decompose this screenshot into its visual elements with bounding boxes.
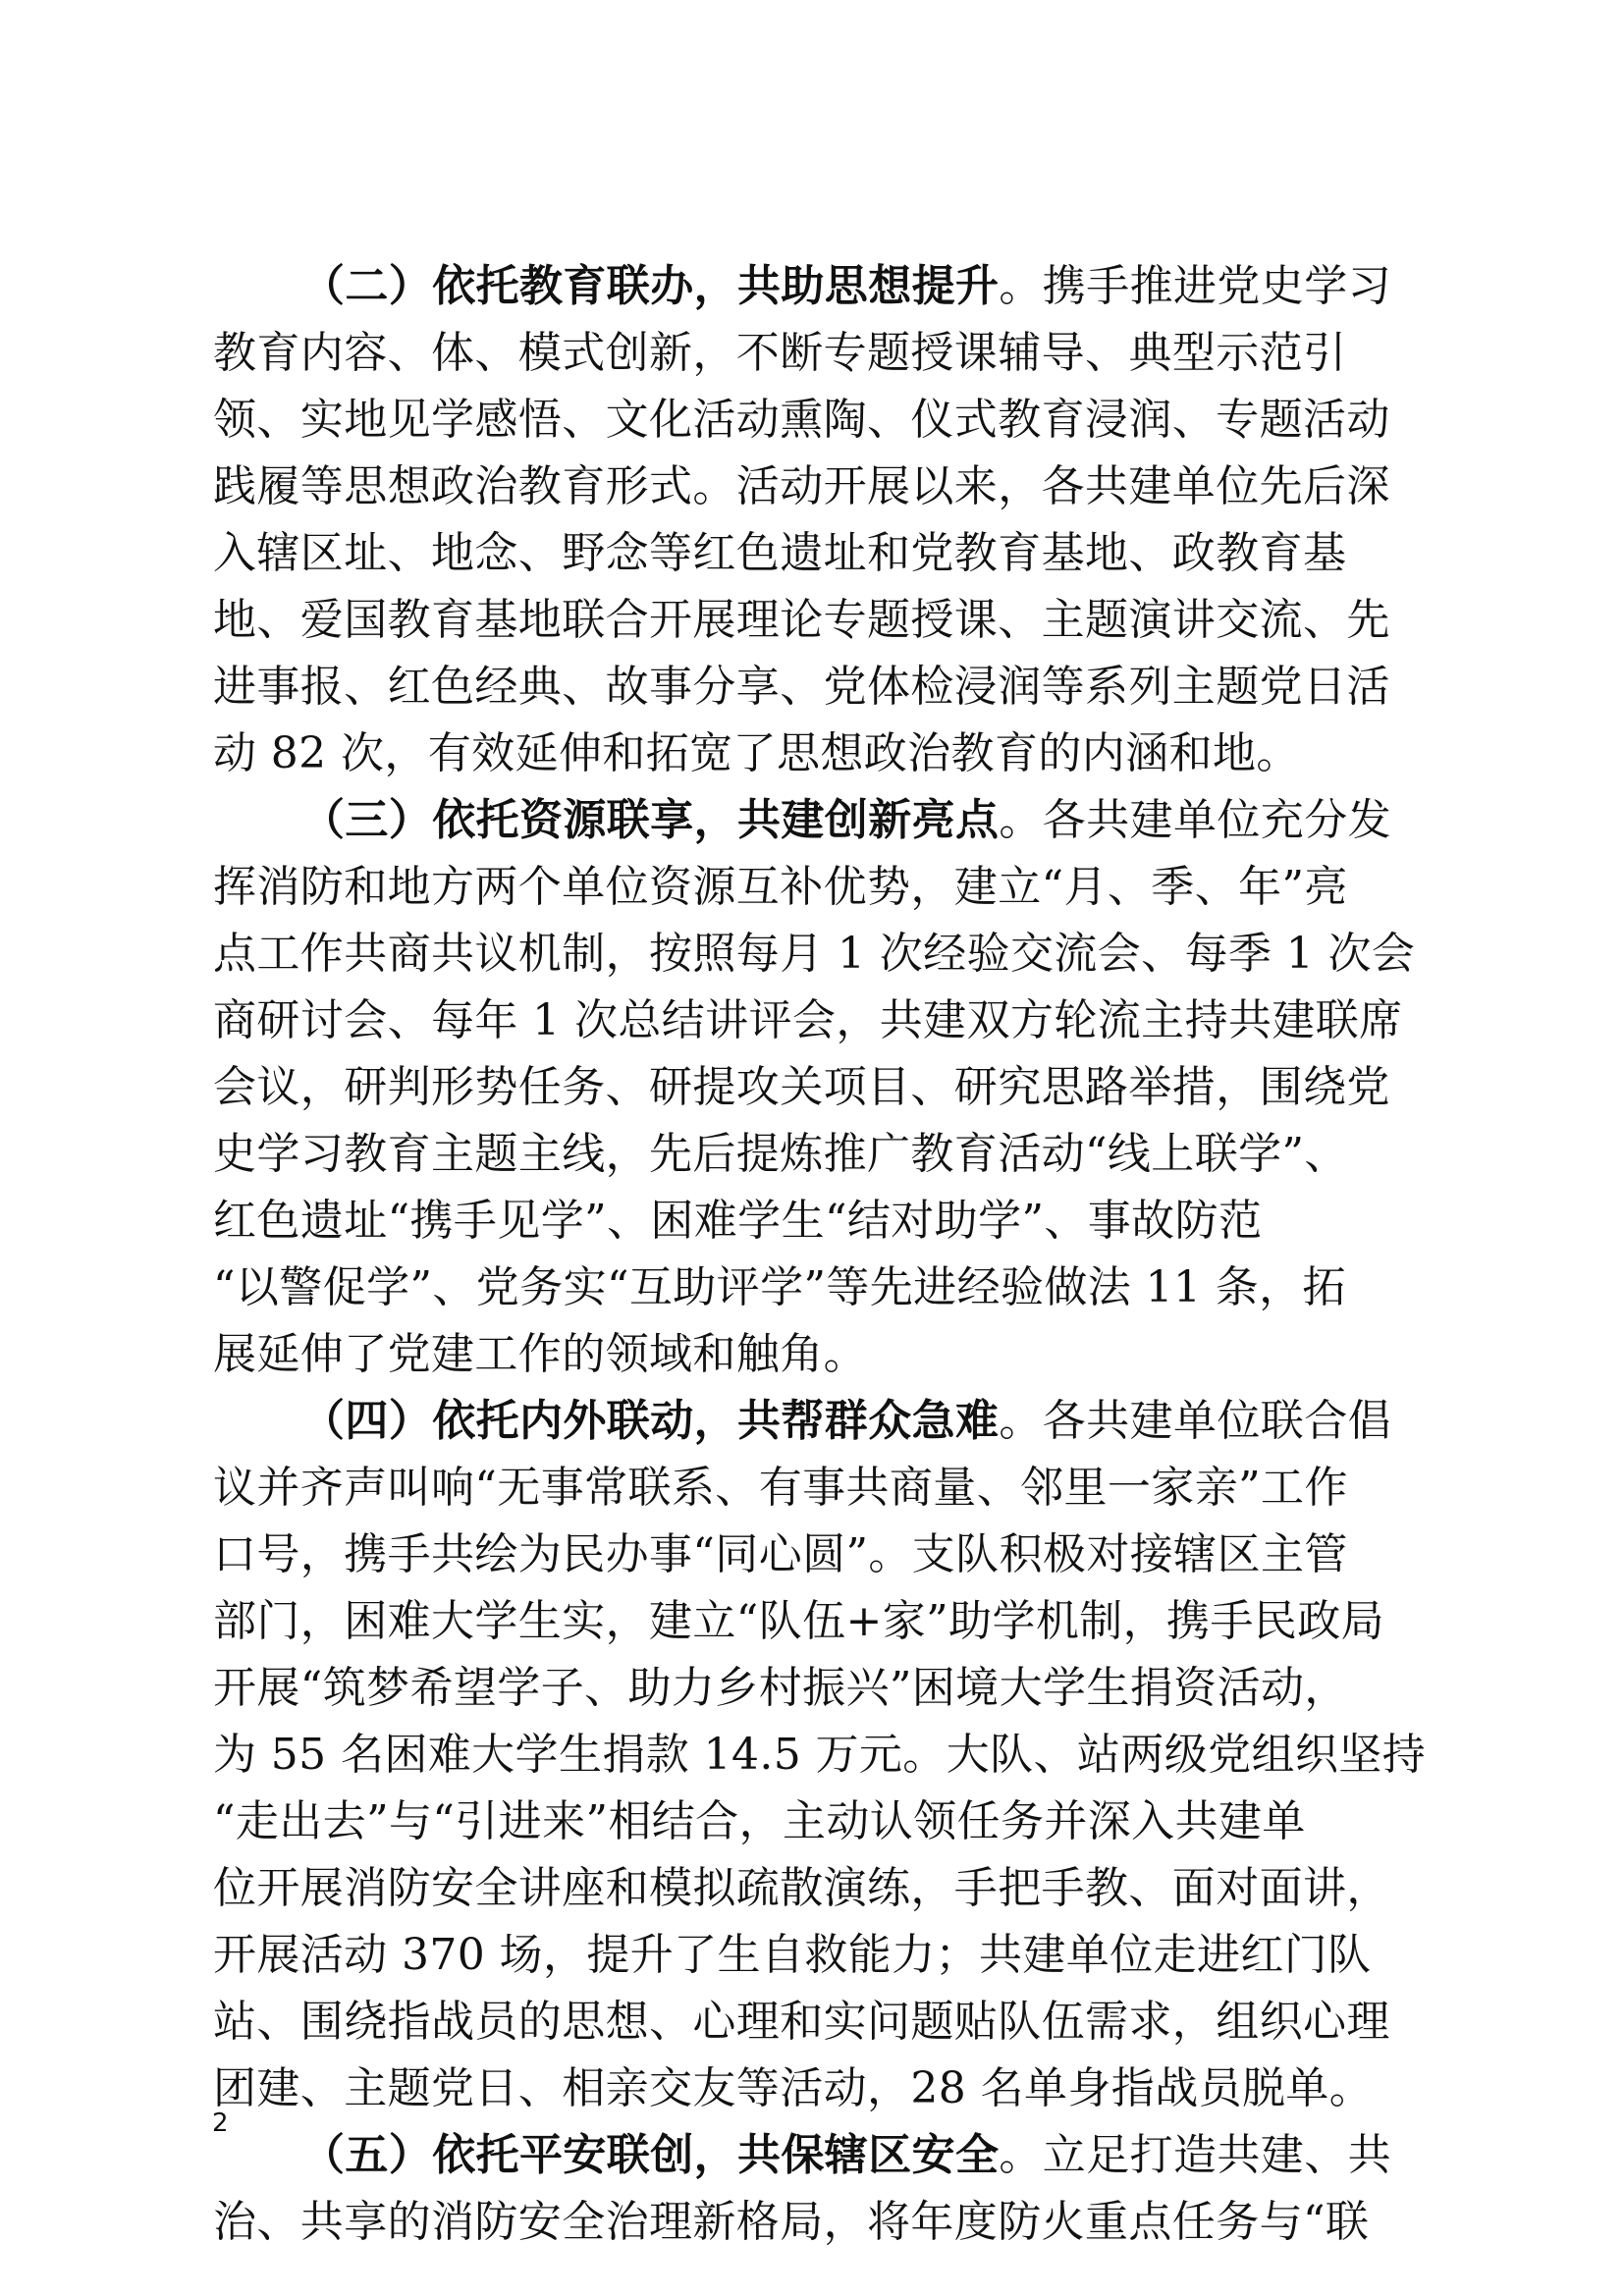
section-heading: （三）依托资源联享，共建创新亮点 bbox=[301, 795, 1000, 845]
paragraph-resources bbox=[213, 787, 1416, 1388]
section-heading: （四）依托内外联动，共帮群众急难 bbox=[301, 1396, 1000, 1446]
text-line: 动 82 次，有效延伸和拓宽了思想政治教育的内涵和地。 bbox=[213, 728, 1300, 778]
text-line: 展延伸了党建工作的领域和触角。 bbox=[213, 1329, 867, 1379]
paragraph-first-line bbox=[213, 2122, 1391, 2189]
section-heading: （五）依托平安联创，共保辖区安全 bbox=[301, 2130, 1000, 2180]
line-text: 。各共建单位联合倡 bbox=[999, 1396, 1392, 1446]
text-line: 治、共享的消防安全治理新格局，将年度防火重点任务与“联 bbox=[213, 2197, 1370, 2247]
text-line: “走出去”与“引进来”相结合，主动认领任务并深入共建单 bbox=[213, 1796, 1306, 1846]
text-line: 地、爱国教育基地联合开展理论专题授课、主题演讲交流、先 bbox=[213, 595, 1390, 645]
text-line: 领、实地见学感悟、文化活动熏陶、仪式教育浸润、专题活动 bbox=[213, 395, 1390, 445]
line-text: 。立足打造共建、共 bbox=[999, 2130, 1392, 2180]
text-line: 入辖区址、地念、野念等红色遗址和党教育基地、政教育基 bbox=[213, 528, 1347, 578]
text-line: 开展“筑梦希望学子、助力乡村振兴”困境大学生捐资活动， bbox=[213, 1663, 1348, 1713]
paragraph-safety bbox=[213, 2122, 1391, 2256]
text-line: 为 55 名困难大学生捐款 14.5 万元。大队、站两级党组织坚持 bbox=[213, 1730, 1427, 1780]
text-line: 商研讨会、每年 1 次总结讲评会，共建双方轮流主持共建联席 bbox=[213, 995, 1403, 1045]
line-text: 。携手推进党史学习 bbox=[999, 261, 1392, 311]
text-line: 教育内容、体、模式创新，不断专题授课辅导、典型示范引 bbox=[213, 328, 1347, 378]
text-line: 点工作共商共议机制，按照每月 1 次经验交流会、每季 1 次会 bbox=[213, 929, 1416, 979]
document-body bbox=[213, 253, 1427, 2256]
text-line: 会议，研判形势任务、研提攻关项目、研究思路举措，围绕党 bbox=[213, 1062, 1390, 1112]
text-line: 站、围绕指战员的思想、心理和实问题贴队伍需求，组织心理 bbox=[213, 1997, 1390, 2047]
text-line: 挥消防和地方两个单位资源互补优势，建立“月、季、年”亮 bbox=[213, 862, 1348, 912]
paragraph-education bbox=[213, 253, 1391, 787]
text-line: 践履等思想政治教育形式。活动开展以来，各共建单位先后深 bbox=[213, 461, 1390, 511]
paragraph-first-line bbox=[213, 1388, 1391, 1455]
text-line: 进事报、红色经典、故事分享、党体检浸润等系列主题党日活 bbox=[213, 662, 1390, 712]
line-text: 。各共建单位充分发 bbox=[999, 795, 1392, 845]
text-line: 史学习教育主题主线，先后提炼推广教育活动“线上联学”、 bbox=[213, 1129, 1348, 1179]
text-line: 议并齐声叫响“无事常联系、有事共商量、邻里一家亲”工作 bbox=[213, 1463, 1348, 1513]
text-line: 红色遗址“携手见学”、困难学生“结对助学”、事故防范 bbox=[213, 1196, 1263, 1246]
text-line: 开展活动 370 场，提升了生自救能力；共建单位走进红门队 bbox=[213, 1930, 1372, 1980]
text-line: “以警促学”、党务实“互助评学”等先进经验做法 11 条，拓 bbox=[213, 1262, 1346, 1312]
section-heading: （二）依托教育联办，共助思想提升 bbox=[301, 261, 1000, 311]
text-line: 口号，携手共绘为民办事“同心圆”。支队积极对接辖区主管 bbox=[213, 1529, 1348, 1579]
paragraph-first-line bbox=[213, 787, 1391, 854]
text-line: 部门，困难大学生实，建立“队伍+家”助学机制，携手民政局 bbox=[213, 1596, 1385, 1646]
text-line: 位开展消防安全讲座和模拟疏散演练，手把手教、面对面讲， bbox=[213, 1863, 1390, 1913]
text-line: 团建、主题党日、相亲交友等活动，28 名单身指战员脱单。 bbox=[213, 2063, 1374, 2113]
paragraph-linkage bbox=[213, 1388, 1427, 2122]
paragraph-first-line bbox=[213, 253, 1391, 320]
page-number: 2 bbox=[212, 2109, 229, 2138]
